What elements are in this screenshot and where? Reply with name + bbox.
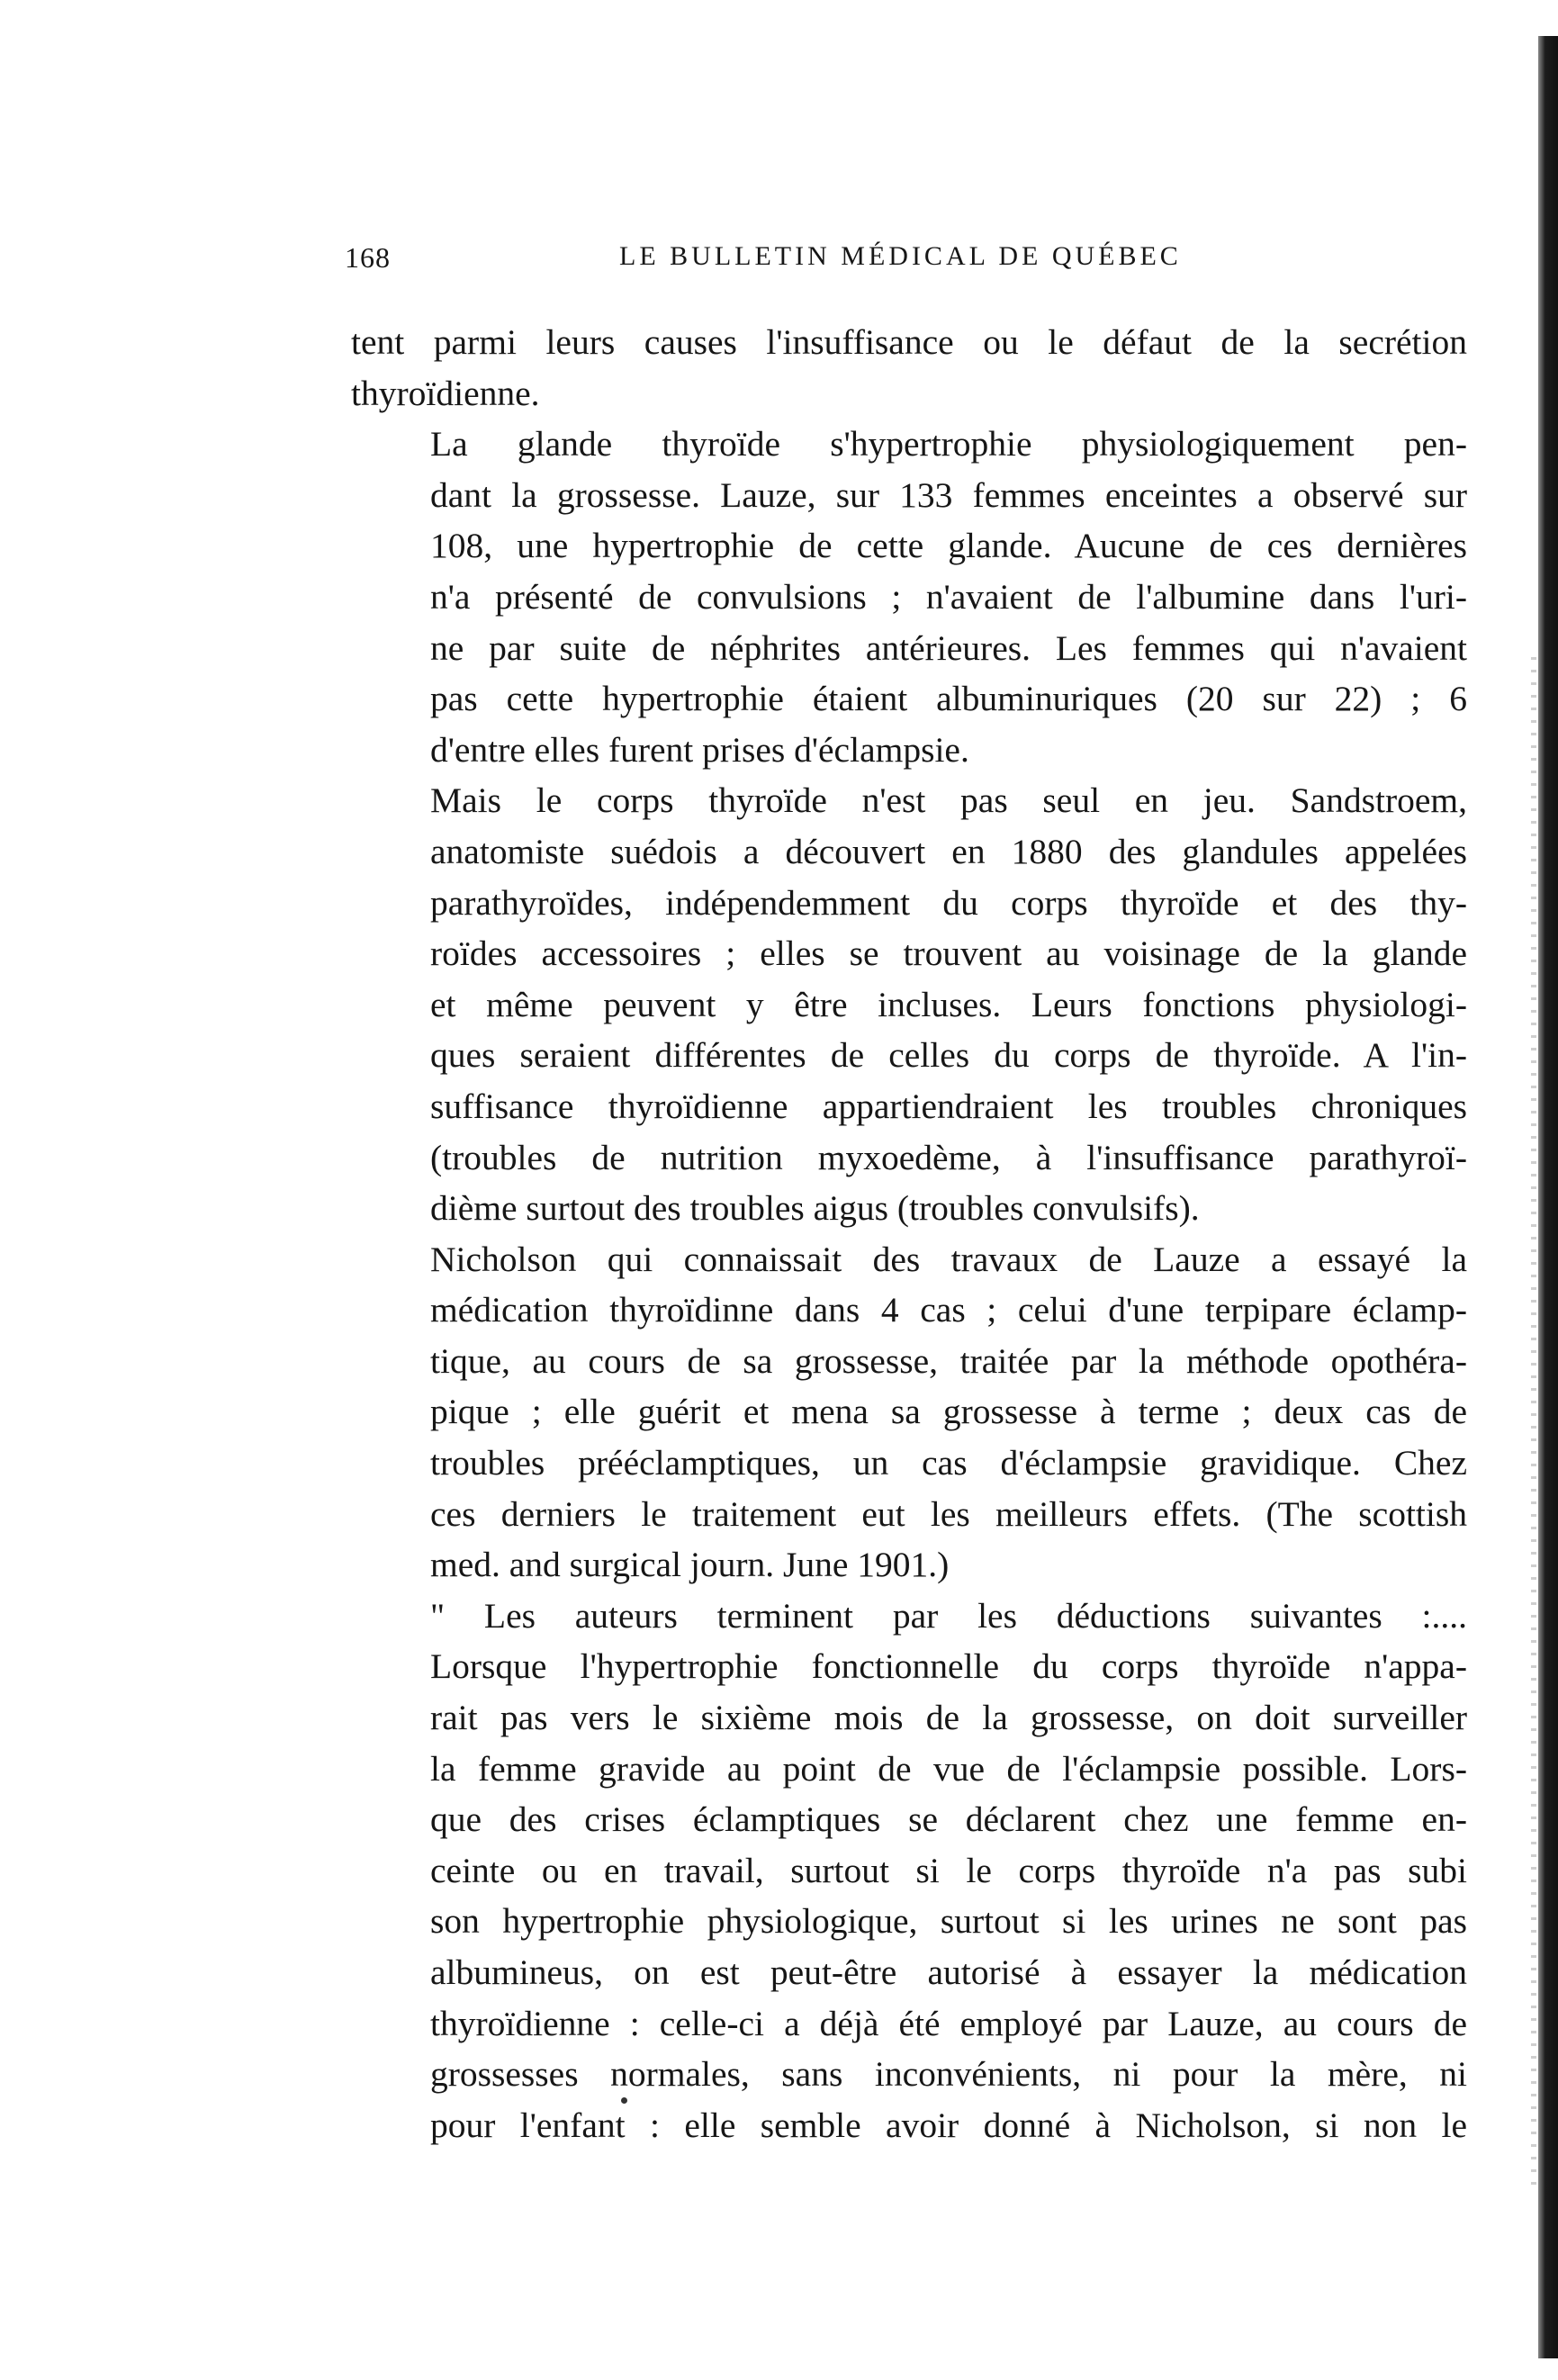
text-line: tique, au cours de sa grossesse, traitée par la méthode opothéra- [430,1340,1467,1381]
paragraph [351,1234,1467,1591]
text-line: dant la grossesse. Lauze, sur 133 femmes enceintes a observé sur [430,474,1467,515]
text-line: " Les auteurs terminent par les déductions suivantes :.... [430,1595,1467,1636]
text-line: pique ; elle guérit et mena sa grossesse à terme ; deux cas de [430,1392,1467,1432]
text-line: albumineus, on est peut-être autorisé à essayer la médication [430,1952,1467,1992]
text-line: médication thyroïdinne dans 4 cas ; celui d'une terpipare éclamp- [430,1290,1467,1330]
text-line: grossesses normales, sans inconvénients, ni pour la mère, ni [430,2054,1467,2095]
ink-speck [621,2097,627,2104]
text-line: et même peuvent y être incluses. Leurs fonctions physiologi- [430,984,1467,1024]
text-line: thyroïdienne. [351,373,540,413]
text-line: Lorsque l'hypertrophie fonctionnelle du corps thyroïde n'appa- [430,1646,1467,1687]
text-line: ne par suite de néphrites antérieures. Les femmes qui n'avaient [430,627,1467,668]
text-line: roïdes accessoires ; elles se trouvent au voisinage de la glande [430,933,1467,974]
text-line: 108, une hypertrophie de cette glande. Aucune de ces dernières [430,526,1467,566]
text-line: suffisance thyroïdienne appartiendraient les troubles chroniques [430,1086,1467,1126]
text-line: (troubles de nutrition myxoedème, à l'insuffisance parathyroï- [430,1137,1467,1177]
binding-edge-speckle [1531,657,1536,2187]
binding-edge-shadow [1538,36,1558,2358]
page-number: 168 [345,241,391,274]
text-line: Mais le corps thyroïde n'est pas seul en jeu. Sandstroem, [430,780,1467,821]
text-line: thyroïdienne : celle-ci a déjà été employé par Lauze, au cours de [430,2003,1467,2043]
text-line: rait pas vers le sixième mois de la grossesse, on doit surveiller [430,1698,1467,1738]
text-line: La glande thyroïde s'hypertrophie physiologiquement pen- [430,424,1467,464]
text-line: dième surtout des troubles aigus (troubles convulsifs). [430,1188,1200,1229]
text-line: pas cette hypertrophie étaient albuminuriques (20 sur 22) ; 6 [430,679,1467,719]
body-text [351,317,1467,2150]
paragraph [351,419,1467,775]
paragraph [351,1591,1467,2151]
text-line: ques seraient différentes de celles du corps de thyroïde. A l'in- [430,1035,1467,1076]
text-line: son hypertrophie physiologique, surtout si les urines ne sont pas [430,1901,1467,1942]
text-line: n'a présenté de convulsions ; n'avaient de l'albumine dans l'uri- [430,576,1467,617]
text-line: d'entre elles furent prises d'éclampsie. [430,729,969,770]
text-line: que des crises éclamptiques se déclarent chez une femme en- [430,1799,1467,1840]
text-line: Nicholson qui connaissait des travaux de Lauze a essayé la [430,1239,1467,1279]
text-line: tent parmi leurs causes l'insuffisance ou le défaut de la secrétion [351,322,1467,362]
text-line: pour l'enfant : elle semble avoir donné à Nicholson, si non le [430,2105,1467,2145]
page-header [345,241,1195,286]
running-title: LE BULLETIN MÉDICAL DE QUÉBEC [619,241,1182,271]
paragraph [351,775,1467,1233]
text-line: med. and surgical journ. June 1901.) [430,1545,950,1585]
text-line: parathyroïdes, indépendemment du corps thyroïde et des thy- [430,882,1467,923]
text-line: ces derniers le traitement eut les meilleurs effets. (The scottish [430,1493,1467,1534]
text-line: la femme gravide au point de vue de l'éclampsie possible. Lors- [430,1748,1467,1789]
text-line: troubles prééclamptiques, un cas d'éclampsie gravidique. Chez [430,1443,1467,1483]
text-line: ceinte ou en travail, surtout si le corps thyroïde n'a pas subi [430,1850,1467,1890]
text-line: anatomiste suédois a découvert en 1880 des glandules appelées [430,831,1467,871]
paragraph [351,317,1467,419]
